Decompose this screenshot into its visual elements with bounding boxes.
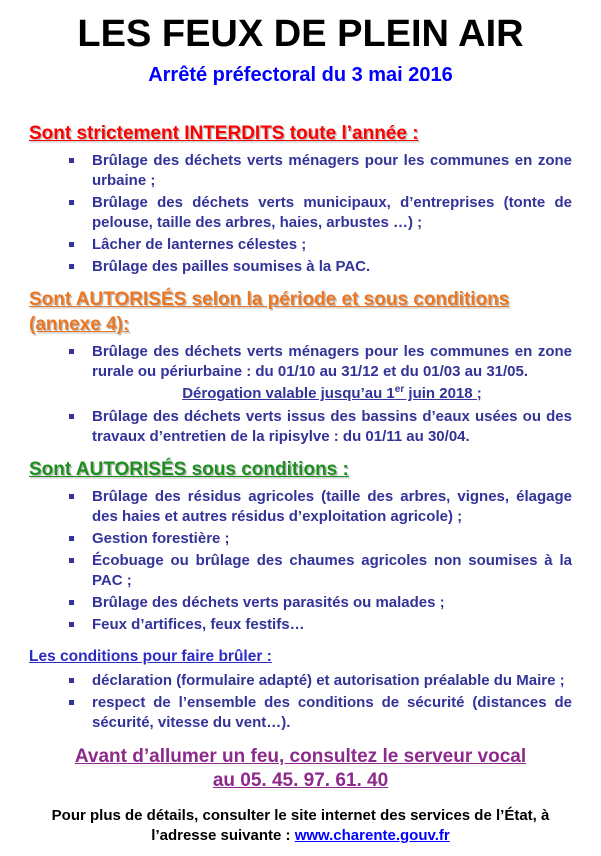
bullet-text: Brûlage des déchets verts parasités ou malades ;: [92, 594, 445, 611]
list-item: [69, 593, 572, 613]
bullet-text: Brûlage des déchets verts ménagers pour les communes en zone urbaine ;: [92, 152, 572, 189]
bullet-square-icon: [69, 558, 74, 563]
autorises-periode-list-2: [29, 407, 572, 447]
list-item: [69, 235, 572, 255]
interdits-list: [29, 151, 572, 277]
list-item: [69, 693, 572, 733]
bullet-square-icon: [69, 264, 74, 269]
bullet-square-icon: [69, 242, 74, 247]
callout-line-1: Avant d’allumer un feu, consultez le serveur vocal: [74, 746, 527, 767]
bullet-text: Brûlage des déchets verts ménagers pour les communes en zone rurale ou périurbaine : du 01/10 au 31/12 et du 01/03 au 31/05.: [92, 343, 572, 380]
bullet-square-icon: [69, 678, 74, 683]
list-item: [69, 151, 572, 191]
bullet-text: Brûlage des déchets verts municipaux, d’entreprises (tonte de pelouse, taille des arbres, haies, arbustes …) ;: [92, 194, 572, 231]
bullet-square-icon: [69, 600, 74, 605]
charente-website-link[interactable]: www.charente.gouv.fr: [294, 827, 450, 844]
bullet-text: Écobuage ou brûlage des chaumes agricoles non soumises à la PAC ;: [92, 552, 572, 589]
derogation-suffix: juin 2018 ;: [404, 385, 482, 402]
derogation-superscript: er: [394, 384, 405, 395]
bullet-square-icon: [69, 349, 74, 354]
section-autorises-periode: [29, 287, 572, 447]
bullet-text: respect de l’ensemble des conditions de sécurité (distances de sécurité, vitesse du vent…).: [92, 694, 572, 731]
page-title: LES FEUX DE PLEIN AIR: [77, 13, 524, 55]
list-item: [69, 551, 572, 591]
list-item: [69, 615, 572, 635]
footer-text: Pour plus de détails, consulter le site internet des services de l’État, à l’adresse suivante :: [51, 807, 550, 844]
bullet-square-icon: [69, 494, 74, 499]
list-item: [69, 342, 572, 382]
autorises-conditions-list: [29, 487, 572, 635]
list-item: [69, 407, 572, 447]
derogation-prefix: Dérogation valable jusqu’au 1: [182, 385, 395, 402]
voice-server-callout: [29, 745, 572, 793]
bullet-text: Brûlage des résidus agricoles (taille des arbres, vignes, élagage des haies et autres résidus d’exploitation agricole) ;: [92, 488, 572, 525]
bullet-text: Brûlage des déchets verts issus des bassins d’eaux usées ou des travaux d’entretien de la ripisylve : du 01/11 au 30/04.: [92, 408, 572, 445]
conditions-bruler-list: [29, 671, 572, 733]
section-interdits-heading: Sont strictement INTERDITS toute l’année :: [29, 123, 419, 144]
heading-line: Sont AUTORISÉS selon la période et sous conditions: [29, 289, 510, 310]
list-item: [69, 671, 572, 691]
heading-line: (annexe 4):: [29, 314, 130, 335]
bullet-text: déclaration (formulaire adapté) et autorisation préalable du Maire ;: [92, 672, 565, 689]
section-autorises-periode-heading: [29, 287, 572, 337]
section-interdits: [29, 121, 572, 277]
footer-note: [29, 806, 572, 846]
list-item: [69, 193, 572, 233]
section-autorises-conditions: [29, 457, 572, 635]
bullet-square-icon: [69, 622, 74, 627]
conditions-bruler-heading: Les conditions pour faire brûler :: [29, 648, 272, 665]
bullet-square-icon: [69, 536, 74, 541]
bullet-square-icon: [69, 414, 74, 419]
autorises-periode-list: [29, 342, 572, 382]
bullet-text: Lâcher de lanternes célestes ;: [92, 236, 307, 253]
list-item: [69, 529, 572, 549]
section-autorises-conditions-heading: Sont AUTORISÉS sous conditions :: [29, 459, 349, 480]
bullet-square-icon: [69, 158, 74, 163]
list-item: [69, 257, 572, 277]
derogation-text: [182, 385, 482, 402]
bullet-text: Brûlage des pailles soumises à la PAC.: [92, 258, 371, 275]
bullet-text: Gestion forestière ;: [92, 530, 230, 547]
callout-phone-number: au 05. 45. 97. 61. 40: [212, 770, 389, 791]
page-subtitle: Arrêté préfectoral du 3 mai 2016: [148, 64, 453, 86]
section-conditions-bruler: [29, 647, 572, 733]
derogation-note: [92, 384, 572, 404]
bullet-text: Feux d’artifices, feux festifs…: [92, 616, 305, 633]
list-item: [69, 487, 572, 527]
bullet-square-icon: [69, 700, 74, 705]
bullet-square-icon: [69, 200, 74, 205]
